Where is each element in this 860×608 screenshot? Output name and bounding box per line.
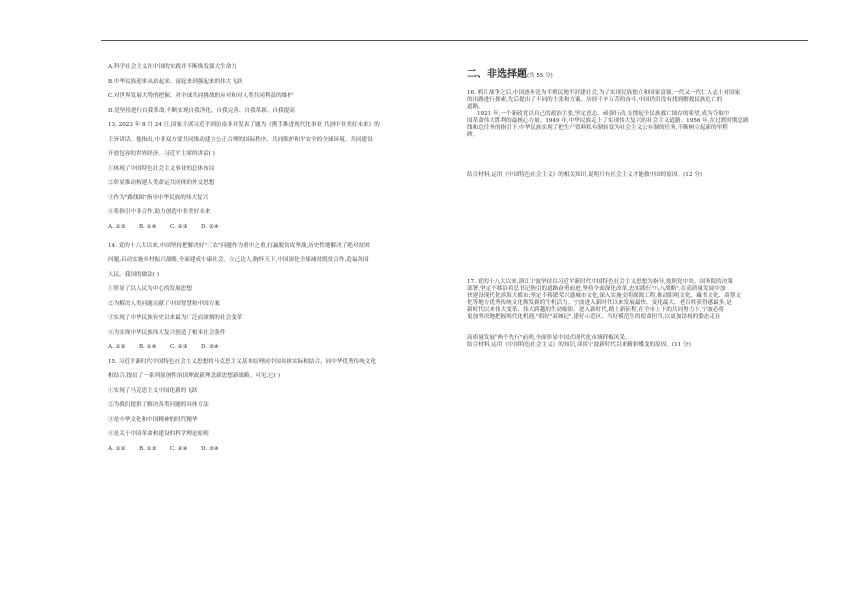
q13-choice-b: B. ①④ xyxy=(139,223,157,230)
q17-material-line: 17. 党的十八大以来,浙江宁波坚持以习近平新时代中国特色社会主义思想为指导,按照党中央、国务院的决策 xyxy=(467,279,733,285)
q14-item-2: ②为解决人类问题贡献了中国智慧和中国方案 xyxy=(108,300,220,307)
q12-option-b: B.中华民族迎来从站起来、富起来到强起来的伟大飞跃 xyxy=(108,78,243,85)
q16-task: 结合材料,运用《中国特色社会主义》的相关知识,说明只有社会主义才能救中国的原因。(12 分) xyxy=(467,172,702,178)
question-16 xyxy=(467,90,812,179)
q16-intro-line: 16. 鸦片战争之后,中国逐步沦为半殖民地半封建社会,为了实现民族独立和国家富强,一代又一代仁人志士对国家 xyxy=(467,90,741,96)
q14-item-4: ④为实现中华民族伟大复兴创造了根本社会条件 xyxy=(108,329,226,336)
q16-intro-line: 道路。 xyxy=(467,104,484,110)
q17-material-line: 部署,坚定不移沿着总书记指引的道路奋勇前进,坚持全面深化改革,忠实践行"八八战略",在高质量发展中加 xyxy=(467,286,726,292)
q12-option-d: D.党坚持进行自我革命,不断实现自我净化、自我完善、自我革新、自我提高 xyxy=(108,107,295,114)
q14-stem-line: 问题,启动实施乡村振兴战略,全面建成小康社会。立己达人,胸怀天下,中国深化全球减贫脱贫合作,造福各国 xyxy=(108,257,369,263)
q15-choice-d: D. ③④ xyxy=(201,445,219,452)
q13-stem-line: 主旨讲话。他指出,中非双方要共同推动建立公正合理的国际秩序、共同维护和平安全的全球环境、共同建设 xyxy=(108,136,373,143)
right-column xyxy=(467,68,812,349)
q15-item-4: ④是关于中国革命和建设的科学理论原则 xyxy=(108,431,209,437)
header-rule xyxy=(101,40,808,41)
q14-choice-c: C. ②③ xyxy=(170,344,188,350)
question-17 xyxy=(467,279,812,349)
q14-stem-line: 人民。我国的做法( ) xyxy=(108,271,159,278)
q12-option-a: A.科学社会主义在中国的实践并不断焕发强大生命力 xyxy=(108,64,237,70)
q15-choice-b: B. ①③ xyxy=(139,445,157,452)
section-title xyxy=(467,68,812,83)
question-13 xyxy=(108,122,454,231)
q16-material-line: 线和总任务的指引下,中华民族实现了把生产资料私有制转变为社会主义公有制的任务,不断树立起新的里程 xyxy=(467,125,728,131)
q16-intro-line: 的出路进行探索,先后提出了不同的主张和方案。历经千辛万苦的奋斗,中国仍旧没有找到解救民族危亡的 xyxy=(467,97,723,103)
q14-choice-d: D. ③④ xyxy=(201,344,219,350)
q14-choice-b: B. ①④ xyxy=(139,344,157,350)
q13-choice-a: A. ①③ xyxy=(108,223,126,230)
q15-item-1: ①实现了马克思主义中国化新的飞跃 xyxy=(108,387,198,394)
q13-stem-line: 开放包容的世界经济。习近平主席的讲话( ) xyxy=(108,151,215,157)
q14-item-1: ①彰显了以人民为中心的发展思想 xyxy=(108,286,192,292)
q17-task: 结合材料,运用《中国特色社会主义》的知识,谈谈宁波新时代以来精彩蝶变的原因。(11 分) xyxy=(467,342,691,348)
q17-material-line: 新时代以来伟大变革、伟大跨越的生动缩影。进入新时代,踏上新征程,在全市上下的共同努力下,宁波必将 xyxy=(467,307,725,313)
q17-material-line: 化等地方优秀传统文化焕发新的生机活力。宁波进入新时代以来发展最快、变化最大、老百姓获得感最多,是 xyxy=(467,300,732,306)
q15-choices xyxy=(108,446,454,453)
section-title-text: 二、非选择题 xyxy=(467,69,527,80)
q12-option-c: C.对世界发展大势的把握、对全球共同挑战的应对和对人类共同利益的维护 xyxy=(108,93,293,99)
q14-choices xyxy=(108,344,454,351)
q13-item-1: ①体现了中国特色社会主义事业的总体布局 xyxy=(108,165,215,172)
question-15 xyxy=(108,359,454,453)
q14-item-3: ③实现了中华民族有史以来最为广泛而深刻的社会变革 xyxy=(108,315,243,321)
q15-choice-a: A. ①② xyxy=(108,445,126,452)
q13-item-4: ④将指引中非合作,助力创造中非美好未来 xyxy=(108,209,211,215)
q13-stem-line: 13. 2023 年 8 月 24 日,国家主席习近平到访南非并发表了题为《携手推进现代化事业 共创中非美好未来》的 xyxy=(108,122,380,128)
q16-material-line: 国革命伟大胜利的最核心力量。1949 年,中华民族走上了实现伟大复兴的社会主义道路。1956 年,在过渡时期总路 xyxy=(467,118,749,124)
q13-choice-d: D. ②④ xyxy=(201,223,219,230)
q13-item-3: ③作为"路线图"指导中华民族的伟大复兴 xyxy=(108,194,209,201)
q16-material-line: 碑。 xyxy=(467,132,479,138)
q13-choices xyxy=(108,224,454,231)
section-points: (共 55 分) xyxy=(527,73,553,79)
q14-stem-line: 14. 党的十八大以来,中国坚持把解决好"三农"问题作为重中之重,打赢脱贫攻坚战,历史性地解决了绝对贫困 xyxy=(108,242,370,249)
question-14 xyxy=(108,243,454,352)
q15-choice-c: C. ②④ xyxy=(170,445,188,452)
q17-material-line: 更加坚决地把握现代化机遇,"唱好"双城记",建好示范区、当好模范生的使命担当,以更加昂扬的姿态走在 xyxy=(467,314,721,320)
q13-item-2: ②彰显推动构建人类命运共同体的外交思想 xyxy=(108,180,215,186)
left-column xyxy=(108,64,454,453)
q15-item-3: ③是中华文化和中国精神的时代精华 xyxy=(108,416,198,423)
q15-stem-line: 15. 习近平新时代中国特色社会主义思想将马克思主义基本原理同中国具体实际相结合、同中华优秀传统文化 xyxy=(108,358,376,365)
q13-choice-c: C. ②③ xyxy=(170,223,188,230)
q17-material-line: 高质量发展"两个先行"前列,全面彰显中国式现代化市域样板风采。 xyxy=(467,335,631,341)
q15-stem-line: 相结合,提出了一系列原创性治国理政新理念新思想新战略。可见,它( ) xyxy=(108,373,280,379)
q15-item-2: ②为我们提供了解决各类问题的具体方法 xyxy=(108,402,209,408)
q16-material-line: 1921 年,一个新政党以自己的政治主张,坚定意志、顽强行动,支撑起全民族救亡图存的希望,成为夺取中 xyxy=(477,111,730,117)
q17-material-line: 快建设现代化滨海大都市;坚定不移繁荣兴盛城市文化,深入实施文明探源工程,推动阳明文化、藏书文化、商帮文 xyxy=(467,293,741,299)
q14-choice-a: A. ①② xyxy=(108,344,126,350)
